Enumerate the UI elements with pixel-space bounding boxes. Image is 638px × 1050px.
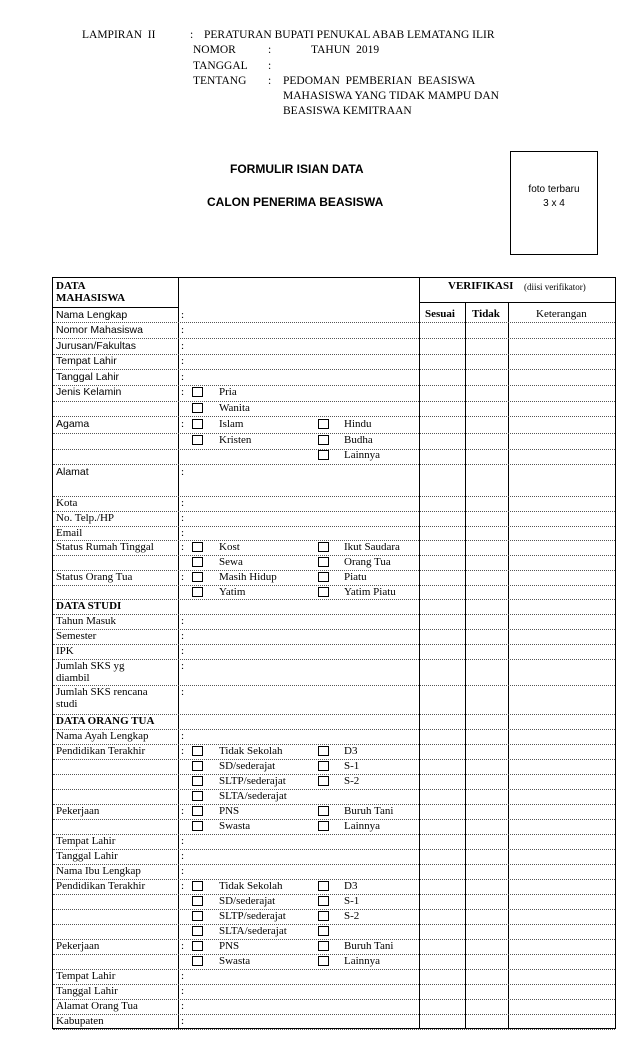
row-divider — [53, 849, 615, 850]
field-label-jurusan: Jurusan/Fakultas — [56, 340, 136, 352]
field-colon: : — [181, 835, 185, 847]
row-divider — [53, 629, 615, 630]
field-label-status-rumah: Status Rumah Tinggal — [56, 541, 154, 553]
col-divider-sesuai — [465, 302, 466, 1028]
field-label-telp: No. Telp./HP — [56, 512, 115, 524]
field-label-tempat-lahir2: Tempat Lahir — [56, 970, 116, 982]
field-colon: : — [181, 805, 185, 817]
col-divider-verifikasi — [419, 278, 420, 1028]
row-divider — [53, 789, 615, 790]
checkbox[interactable] — [192, 926, 203, 936]
field-colon: : — [181, 730, 185, 742]
field-colon: : — [181, 615, 185, 627]
field-label-sks-l1: Jumlah SKS yg — [56, 660, 125, 672]
row-divider — [53, 416, 615, 417]
tahun-text: TAHUN 2019 — [311, 44, 380, 56]
row-divider — [53, 322, 615, 323]
verifikasi-divider — [419, 302, 615, 303]
data-mahasiswa-heading: DATA — [56, 280, 86, 292]
row-divider — [53, 819, 615, 820]
checkbox[interactable] — [192, 941, 203, 951]
option-pns: PNS — [219, 805, 240, 817]
field-label-alamat: Alamat — [56, 466, 89, 478]
checkbox[interactable] — [318, 941, 329, 951]
field-colon: : — [181, 340, 185, 352]
field-label-email: Email — [56, 527, 83, 539]
checkbox[interactable] — [192, 419, 203, 429]
field-colon: : — [181, 466, 185, 478]
checkbox[interactable] — [318, 587, 329, 597]
row-divider — [53, 1029, 615, 1030]
field-label-jenis-kelamin: Jenis Kelamin — [56, 386, 122, 398]
col-divider-tidak — [508, 302, 509, 1028]
option-lainnya: Lainnya — [344, 955, 381, 967]
row-divider — [53, 599, 615, 600]
checkbox[interactable] — [318, 746, 329, 756]
lampiran-label: LAMPIRAN II — [82, 29, 156, 41]
field-colon: : — [181, 985, 185, 997]
field-colon: : — [181, 371, 185, 383]
tentang-line3: BEASISWA KEMITRAAN — [283, 105, 412, 117]
checkbox[interactable] — [192, 776, 203, 786]
option-swasta: Swasta — [219, 955, 251, 967]
field-colon: : — [181, 850, 185, 862]
row-divider — [53, 774, 615, 775]
field-label-tahun-masuk: Tahun Masuk — [56, 615, 117, 627]
peraturan-text: PERATURAN BUPATI PENUKAL ABAB LEMATANG ILIR — [204, 29, 495, 41]
row-divider — [53, 984, 615, 985]
tentang-label: TENTANG — [193, 75, 247, 87]
option-islam: Islam — [219, 418, 244, 430]
field-colon: : — [181, 497, 185, 509]
option-buruh-tani: Buruh Tani — [344, 940, 394, 952]
checkbox[interactable] — [318, 806, 329, 816]
field-label-pendidikan: Pendidikan Terakhir — [56, 745, 146, 757]
checkbox[interactable] — [192, 403, 203, 413]
checkbox[interactable] — [318, 821, 329, 831]
field-label-pekerjaan: Pekerjaan — [56, 940, 100, 952]
option-masih-hidup: Masih Hidup — [219, 571, 277, 583]
field-colon: : — [181, 527, 185, 539]
field-colon: : — [181, 745, 185, 757]
row-divider — [53, 385, 615, 386]
field-label-kabupaten: Kabupaten — [56, 1015, 104, 1027]
field-label-nama-ayah: Nama Ayah Lengkap — [56, 730, 149, 742]
field-colon: : — [181, 660, 185, 672]
data-mahasiswa-heading-2: MAHASISWA — [56, 292, 126, 304]
photo-label-1: foto terbaru — [528, 184, 580, 195]
row-divider — [53, 338, 615, 339]
checkbox[interactable] — [192, 572, 203, 582]
checkbox[interactable] — [192, 387, 203, 397]
field-colon: : — [181, 630, 185, 642]
option-s1: S-1 — [344, 895, 360, 907]
field-label-kota: Kota — [56, 497, 78, 509]
field-label-sks-l2: diambil — [56, 672, 90, 684]
option-swasta: Swasta — [219, 820, 251, 832]
field-colon: : — [181, 571, 185, 583]
option-kristen: Kristen — [219, 434, 252, 446]
field-colon: : — [181, 686, 185, 698]
field-colon: : — [181, 645, 185, 657]
field-colon: : — [181, 512, 185, 524]
row-divider — [53, 585, 615, 586]
option-s1: S-1 — [344, 760, 360, 772]
field-label-status-ortu: Status Orang Tua — [56, 571, 133, 583]
data-form-table — [52, 277, 616, 1029]
option-sltp: SLTP/sederajat — [219, 910, 286, 922]
header-divider — [53, 307, 178, 308]
option-slta: SLTA/sederajat — [219, 925, 287, 937]
option-sewa: Sewa — [219, 556, 243, 568]
checkbox[interactable] — [192, 761, 203, 771]
header-colon: : — [190, 29, 194, 41]
checkbox[interactable] — [318, 911, 329, 921]
option-slta: SLTA/sederajat — [219, 790, 287, 802]
checkbox[interactable] — [318, 419, 329, 429]
checkbox[interactable] — [318, 450, 329, 460]
checkbox[interactable] — [318, 435, 329, 445]
row-divider — [53, 511, 615, 512]
tentang-line1: PEDOMAN PEMBERIAN BEASISWA — [283, 75, 476, 87]
row-divider — [53, 401, 615, 402]
checkbox[interactable] — [318, 572, 329, 582]
option-kost: Kost — [219, 541, 240, 553]
row-divider — [53, 969, 615, 970]
checkbox[interactable] — [318, 776, 329, 786]
verifikasi-heading: VERIFIKASI — [448, 280, 514, 292]
field-colon: : — [181, 1015, 185, 1027]
row-divider — [53, 614, 615, 615]
row-divider — [53, 939, 615, 940]
col-divider-label — [178, 278, 179, 1028]
option-lainnya: Lainnya — [344, 820, 381, 832]
field-label-tanggal-lahir2: Tanggal Lahir — [56, 850, 118, 862]
field-label-data-ortu: DATA ORANG TUA — [56, 715, 155, 727]
sesuai-header: Sesuai — [425, 308, 455, 320]
tanggal-colon: : — [268, 60, 272, 72]
field-label-tempat-lahir: Tempat Lahir — [56, 355, 117, 367]
option-sd: SD/sederajat — [219, 895, 276, 907]
row-divider — [53, 924, 615, 925]
row-divider — [53, 1014, 615, 1015]
checkbox[interactable] — [192, 821, 203, 831]
row-divider — [53, 909, 615, 910]
checkbox[interactable] — [318, 557, 329, 567]
row-divider — [53, 570, 615, 571]
option-piatu: Piatu — [344, 571, 367, 583]
checkbox[interactable] — [192, 542, 203, 552]
option-yatim: Yatim — [219, 586, 246, 598]
form-subtitle: CALON PENERIMA BEASISWA — [207, 195, 384, 209]
option-pria: Pria — [219, 386, 237, 398]
row-divider — [53, 555, 615, 556]
checkbox[interactable] — [192, 791, 203, 801]
field-label-pekerjaan: Pekerjaan — [56, 805, 100, 817]
option-orang-tua: Orang Tua — [344, 556, 391, 568]
row-divider — [53, 464, 615, 465]
nomor-colon: : — [268, 44, 272, 56]
checkbox[interactable] — [318, 881, 329, 891]
photo-box — [510, 151, 598, 255]
field-label-sks-rencana-l2: studi — [56, 698, 78, 710]
field-colon: : — [181, 324, 185, 336]
row-divider — [53, 894, 615, 895]
option-yatim-piatu: Yatim Piatu — [344, 586, 396, 598]
field-label-nama-ibu: Nama Ibu Lengkap — [56, 865, 141, 877]
field-label-tanggal-lahir2: Tanggal Lahir — [56, 985, 118, 997]
field-label-data-studi: DATA STUDI — [56, 600, 122, 612]
option-wanita: Wanita — [219, 402, 250, 414]
verifikasi-note: (diisi verifikator) — [524, 282, 586, 292]
tanggal-label: TANGGAL — [193, 60, 248, 72]
option-lainnya: Lainnya — [344, 449, 381, 461]
tidak-header: Tidak — [472, 308, 500, 320]
field-colon: : — [181, 970, 185, 982]
row-divider — [53, 659, 615, 660]
option-hindu: Hindu — [344, 418, 372, 430]
option-budha: Budha — [344, 434, 373, 446]
checkbox[interactable] — [192, 896, 203, 906]
option-tidak-sekolah: Tidak Sekolah — [219, 880, 283, 892]
field-label-tempat-lahir2: Tempat Lahir — [56, 835, 116, 847]
tentang-line2: MAHASISWA YANG TIDAK MAMPU DAN — [283, 90, 499, 102]
keterangan-header: Keterangan — [536, 308, 587, 320]
field-label-sks-rencana-l1: Jumlah SKS rencana — [56, 686, 148, 698]
field-colon: : — [181, 309, 185, 321]
field-colon: : — [181, 418, 185, 430]
row-divider — [53, 644, 615, 645]
checkbox[interactable] — [318, 956, 329, 966]
field-label-pendidikan: Pendidikan Terakhir — [56, 880, 146, 892]
row-divider — [53, 759, 615, 760]
checkbox[interactable] — [192, 746, 203, 756]
nomor-label: NOMOR — [193, 44, 236, 56]
row-divider — [53, 526, 615, 527]
option-pns: PNS — [219, 940, 240, 952]
option-tidak-sekolah: Tidak Sekolah — [219, 745, 283, 757]
field-colon: : — [181, 386, 185, 398]
option-buruh-tani: Buruh Tani — [344, 805, 394, 817]
checkbox[interactable] — [192, 557, 203, 567]
row-divider — [53, 433, 615, 434]
tentang-colon: : — [268, 75, 272, 87]
option-d3: D3 — [344, 880, 358, 892]
option-ikut-saudara: Ikut Saudara — [344, 541, 400, 553]
field-label-tanggal-lahir: Tanggal Lahir — [56, 371, 120, 383]
checkbox[interactable] — [318, 542, 329, 552]
field-colon: : — [181, 865, 185, 877]
checkbox[interactable] — [192, 435, 203, 445]
row-divider — [53, 496, 615, 497]
option-sd: SD/sederajat — [219, 760, 276, 772]
field-label-nama-lengkap: Nama Lengkap — [56, 309, 128, 321]
option-s2: S-2 — [344, 910, 360, 922]
row-divider — [53, 369, 615, 370]
field-colon: : — [181, 541, 185, 553]
option-d3: D3 — [344, 745, 358, 757]
checkbox[interactable] — [192, 956, 203, 966]
form-title: FORMULIR ISIAN DATA — [230, 162, 364, 176]
field-label-ipk: IPK — [56, 645, 74, 657]
checkbox[interactable] — [318, 761, 329, 771]
field-colon: : — [181, 940, 185, 952]
field-label-alamat-ortu: Alamat Orang Tua — [56, 1000, 138, 1012]
field-label-agama: Agama — [56, 418, 90, 430]
row-divider — [53, 354, 615, 355]
row-divider — [53, 449, 615, 450]
row-divider — [53, 804, 615, 805]
checkbox[interactable] — [318, 896, 329, 906]
photo-label-2: 3 x 4 — [543, 198, 565, 209]
checkbox[interactable] — [192, 587, 203, 597]
option-s2: S-2 — [344, 775, 360, 787]
checkbox[interactable] — [192, 881, 203, 891]
field-label-semester: Semester — [56, 630, 97, 642]
checkbox[interactable] — [192, 911, 203, 921]
field-colon: : — [181, 355, 185, 367]
row-divider — [53, 834, 615, 835]
field-label-nomor-mahasiswa: Nomor Mahasiswa — [56, 324, 143, 336]
checkbox[interactable] — [318, 926, 329, 936]
field-colon: : — [181, 1000, 185, 1012]
row-divider — [53, 954, 615, 955]
field-colon: : — [181, 880, 185, 892]
option-sltp: SLTP/sederajat — [219, 775, 286, 787]
checkbox[interactable] — [192, 806, 203, 816]
